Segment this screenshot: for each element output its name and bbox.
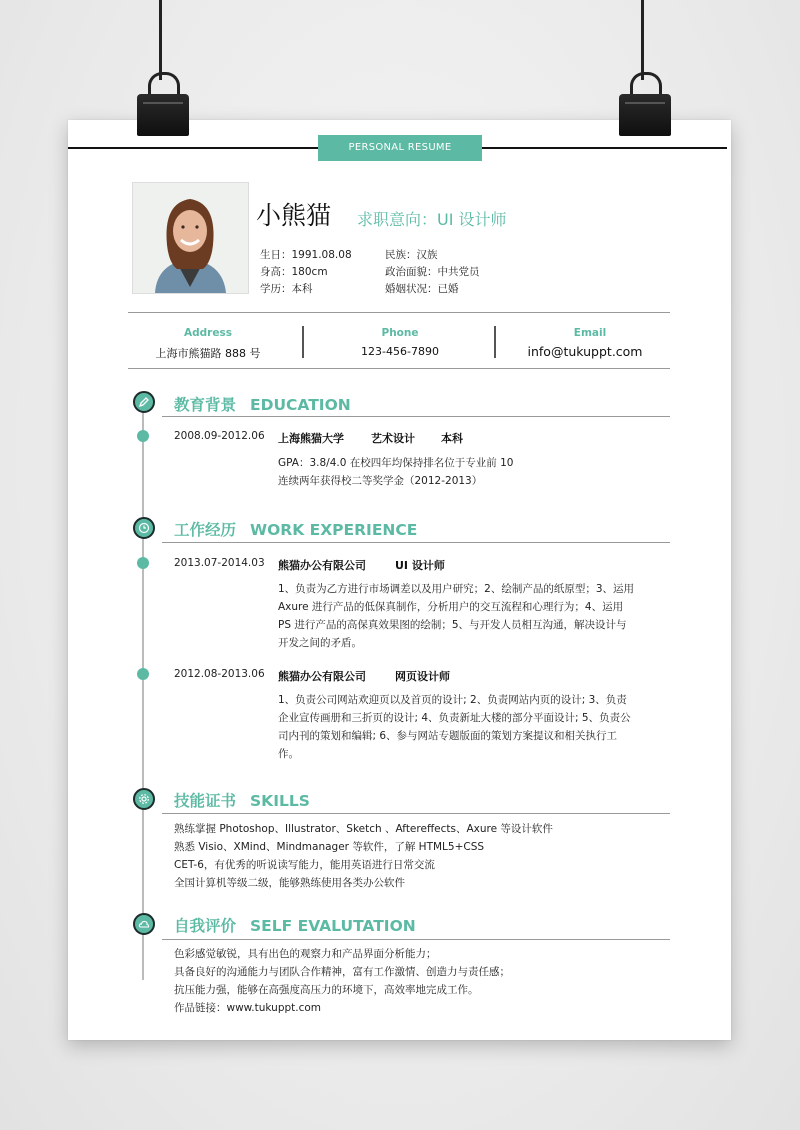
work-title-en: WORK EXPERIENCE	[250, 521, 418, 539]
skills-title-cn: 技能证书	[174, 792, 237, 810]
self-title-en: SELF EVALUTATION	[250, 917, 416, 935]
pencil-icon	[133, 391, 155, 413]
job-role: 网页设计师	[395, 670, 450, 683]
info-ethnicity: 民族：汉族	[385, 249, 438, 261]
timeline-dot	[137, 668, 149, 680]
job-line: 1、负责公司网站欢迎页以及首页的设计; 2、负责网站内页的设计; 3、负责	[278, 694, 627, 706]
info-education: 学历：本科	[260, 283, 313, 295]
gear-icon	[133, 788, 155, 810]
job-date: 2012.08-2013.06	[174, 668, 265, 680]
education-title	[174, 393, 351, 415]
address-label: Address	[184, 327, 232, 339]
education-title-cn: 教育背景	[174, 396, 237, 414]
timeline-dot	[137, 430, 149, 442]
job-line: PS 进行产品的高保真效果图的绘制；5、与开发人员相互沟通，解决设计与	[278, 619, 627, 631]
skills-title	[174, 789, 310, 811]
divider	[128, 312, 670, 313]
work-title-cn: 工作经历	[174, 521, 237, 539]
job-line: 开发之间的矛盾。	[278, 637, 362, 649]
personal-info-right	[385, 247, 480, 298]
self-title-cn: 自我评价	[174, 917, 237, 935]
info-political: 政治面貌：中共党员	[385, 266, 480, 278]
info-birthday: 生日：1991.08.08	[260, 249, 352, 261]
job-line: 企业宣传画册和三折页的设计; 4、负责新址大楼的部分平面设计; 5、负责公	[278, 712, 631, 724]
job-line: 1、负责为乙方进行市场调差以及用户研究；2、绘制产品的纸原型；3、运用	[278, 583, 635, 595]
resume-banner: PERSONAL RESUME	[318, 135, 482, 161]
info-height: 身高：180cm	[260, 266, 328, 278]
job-company: 熊猫办公有限公司	[278, 559, 366, 572]
skill-line: 熟练掌握 Photoshop、Illustrator、Sketch 、Aftereffects、Axure 等设计软件	[174, 823, 553, 835]
self-title	[174, 914, 416, 936]
cloud-icon	[133, 913, 155, 935]
timeline-line	[142, 400, 144, 980]
job-line: 作。	[278, 748, 299, 760]
binder-clip-icon	[617, 0, 673, 140]
contact-separator	[302, 326, 304, 358]
job-line: Axure 进行产品的低保真制作，分析用户的交互流程和心理行为；4、运用	[278, 601, 624, 613]
divider	[128, 368, 670, 369]
job-company: 熊猫办公有限公司	[278, 670, 366, 683]
education-line: 连续两年获得校二等奖学金（2012-2013）	[278, 475, 483, 487]
education-details	[278, 454, 513, 490]
portfolio-link[interactable]: 作品链接：www.tukuppt.com	[174, 1002, 322, 1014]
self-line: 抗压能力强，能够在高强度高压力的环境下，高效率地完成工作。	[174, 984, 479, 996]
section-rule	[162, 542, 670, 543]
job-line: 司内刊的策划和编辑; 6、参与网站专题版面的策划方案提议和相关执行工	[278, 730, 618, 742]
job-description	[278, 691, 631, 763]
candidate-name: 小熊猫	[256, 201, 332, 230]
education-date: 2008.09-2012.06	[174, 430, 265, 442]
timeline-dot	[137, 557, 149, 569]
job-description	[278, 580, 634, 652]
binder-clip-icon	[135, 0, 191, 140]
job-role: UI 设计师	[395, 559, 445, 572]
skills-list	[174, 820, 553, 892]
contact-separator	[494, 326, 496, 358]
skills-title-en: SKILLS	[250, 792, 310, 810]
skill-line: 全国计算机等级二级，能够熟练使用各类办公软件	[174, 877, 405, 889]
self-evaluation-text	[174, 945, 510, 1017]
personal-info-left	[260, 247, 352, 298]
skill-line: CET-6，有优秀的听说读写能力，能用英语进行日常交流	[174, 859, 435, 871]
work-title	[174, 518, 417, 540]
section-rule	[162, 416, 670, 417]
section-rule	[162, 813, 670, 814]
email-label: Email	[573, 327, 607, 339]
education-line: GPA：3.8/4.0 在校四年均保持排名位于专业前 10	[278, 457, 514, 469]
job-intent: 求职意向：UI 设计师	[357, 210, 507, 229]
education-degree: 本科	[441, 432, 463, 445]
section-rule	[162, 939, 670, 940]
info-marital: 婚姻状况：已婚	[385, 283, 459, 295]
profile-photo	[132, 182, 249, 294]
education-school: 上海熊猫大学	[278, 432, 344, 445]
skill-line: 熟悉 Visio、XMind、Mindmanager 等软件，了解 HTML5+CSS	[174, 841, 485, 853]
clock-icon	[133, 517, 155, 539]
self-line: 色彩感觉敏锐，具有出色的观察力和产品界面分析能力；	[174, 948, 437, 960]
self-line: 具备良好的沟通能力与团队合作精神，富有工作激情、创造力与责任感；	[174, 966, 510, 978]
education-title-en: EDUCATION	[250, 396, 351, 414]
email-value: info@tukuppt.com	[527, 344, 643, 359]
education-major: 艺术设计	[371, 432, 415, 445]
job-date: 2013.07-2014.03	[174, 557, 265, 569]
address-value: 上海市熊猫路 888 号	[155, 347, 261, 360]
phone-value: 123-456-7890	[361, 345, 439, 358]
phone-label: Phone	[381, 327, 419, 339]
